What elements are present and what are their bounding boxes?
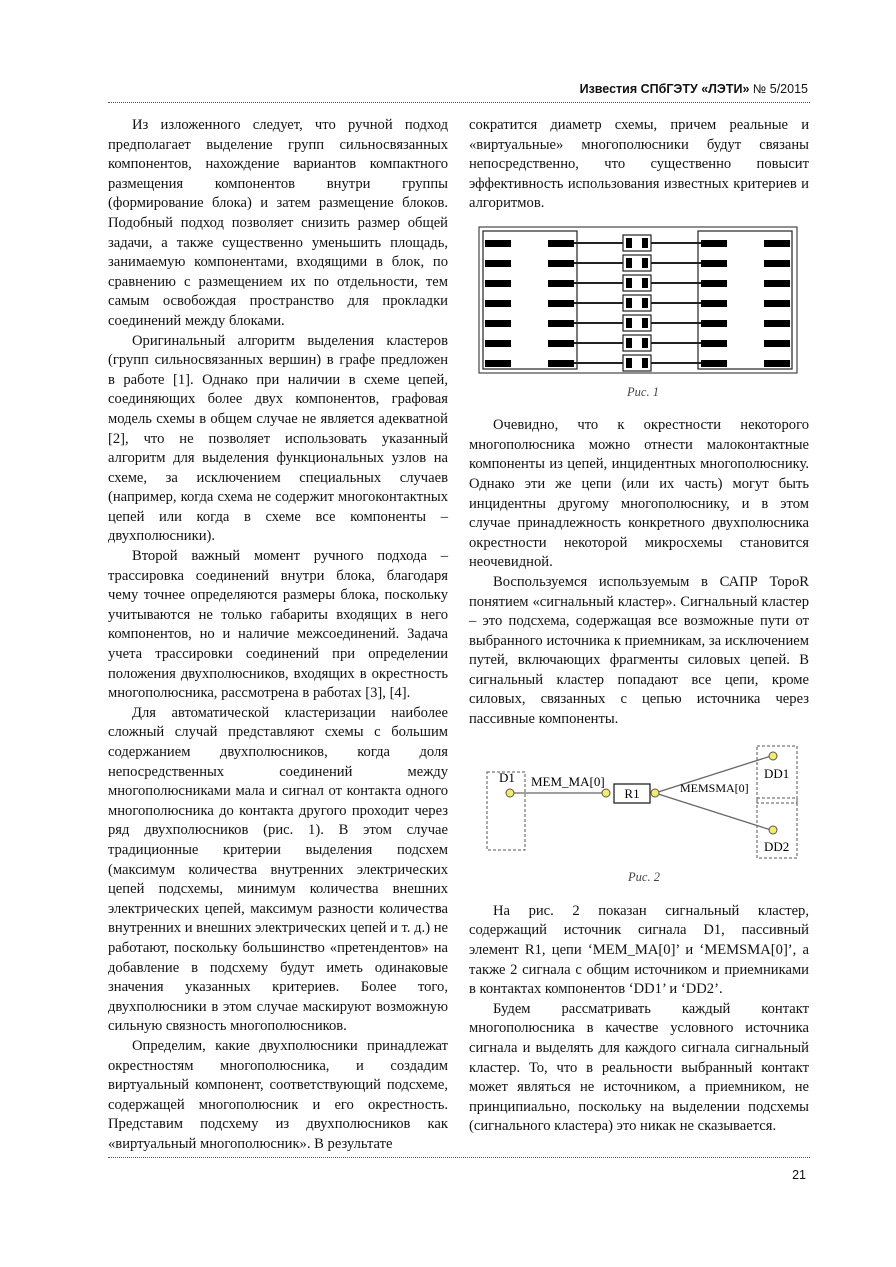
component-pad <box>626 338 632 348</box>
component-pad <box>626 318 632 328</box>
component-pad <box>626 238 632 248</box>
connector-pin <box>701 360 727 367</box>
connector-pin <box>548 300 574 307</box>
connector-pin <box>548 360 574 367</box>
connector-pin <box>485 240 511 247</box>
r1-pin-left <box>602 789 610 797</box>
dd2-label: DD2 <box>764 838 790 854</box>
connector-pin <box>764 360 790 367</box>
figure-2 <box>479 744 809 888</box>
net-memsma-wire-dd2 <box>655 793 771 830</box>
running-header <box>580 82 808 96</box>
component-pad <box>642 298 648 308</box>
connector-pin <box>764 340 790 347</box>
dd1-label: DD1 <box>764 765 790 781</box>
figure-1-caption: Рис. 1 <box>627 384 659 399</box>
component-pad <box>642 238 648 248</box>
component-pad <box>642 318 648 328</box>
journal-title: Известия СПбГЭТУ «ЛЭТИ» <box>579 82 750 96</box>
paragraph: На рис. 2 показан сигнальный кластер, содержащий источник сигнала D1, пассивный элемент R1, цепи ‘MEM_MA[0]’ и ‘MEMSMA[0]’, а также 2 сигнала с общим источником и приемниками в контактах компонентов ‘DD1’ и ‘DD2’. <box>469 902 809 998</box>
connector-pin <box>764 300 790 307</box>
connector-pin <box>764 280 790 287</box>
issue-number: № 5/2015 <box>752 82 808 96</box>
r1-pin-right <box>651 789 659 797</box>
figure-2-diagram <box>479 744 809 862</box>
figure-1 <box>477 225 809 402</box>
connector-pin <box>485 320 511 327</box>
connector-pin <box>764 320 790 327</box>
paragraph: Очевидно, что к окрестности некоторого многополюсника можно отнести малоконтактные компоненты из цепей, инцидентных многополюснику. Однако эти же цепи (или их часть) могут быть инцидентны другому многополюснику, и в этом случае принадлежность конкретного двухполюсника окрестности некоторой микросхемы становится неочевидной. <box>469 417 809 571</box>
connector-pin <box>764 240 790 247</box>
paragraph: Будем рассматривать каждый контакт многополюсника в качестве условного источника сигнала и выделять для каждого сигнала сигнальный кластер. То, что в реальности выбранный контакт может являться не источником, а приемником, не принципиально, поскольку на выделении подсхемы (сигнального кластера) это никак не сказывается. <box>469 1000 809 1135</box>
connector-pin <box>548 280 574 287</box>
component-pad <box>626 298 632 308</box>
dd2-pin <box>769 826 777 834</box>
d1-pin <box>506 789 514 797</box>
net-mem-ma-label: MEM_MA[0] <box>531 773 605 789</box>
left-column <box>108 116 448 1154</box>
figure-1-diagram <box>477 225 799 375</box>
r1-label: R1 <box>624 785 640 801</box>
right-column <box>469 116 809 1137</box>
connector-pin <box>485 340 511 347</box>
connector-pin <box>548 340 574 347</box>
connector-pin <box>548 240 574 247</box>
connector-pin <box>701 320 727 327</box>
component-pad <box>642 358 648 368</box>
connector-pin <box>701 300 727 307</box>
connector-pin <box>764 260 790 267</box>
component-pad <box>642 278 648 288</box>
connector-pin <box>701 340 727 347</box>
connector-pin <box>548 320 574 327</box>
connector-pin <box>485 360 511 367</box>
d1-label: D1 <box>499 769 515 785</box>
connector-pin <box>485 300 511 307</box>
footer-divider <box>108 1157 810 1158</box>
component-pad <box>626 278 632 288</box>
net-memsma-label: MEMSMA[0] <box>680 780 749 795</box>
connector-pin <box>701 240 727 247</box>
paragraph: Для автоматической кластеризации наиболее сложный случай представляют схемы с большим содержанием двухполюсников, когда доля непосредственных соединений между многополюсниками мала и сигнал от контакта одного многополюсника до контакта другого проходит через ряд двухполюсников (рис. 1). В этом случае традиционные критерии выделения подсхем (максимум количества внутренних электрических цепей подсхемы, минимум количества внешних электрических цепей, максимум разности количества внутренних и внешних электрических цепей и т. д.) не работают, поскольку большинство «претендентов» на добавление в подсхему будут иметь одинаковые значения указанных критериев. Более того, двухполюсники в этом случае маскируют возможную сильную связность многополюсников. <box>108 704 448 1035</box>
connector-pin <box>701 260 727 267</box>
paragraph: Воспользуемся используемым в САПР TopoR понятием «сигнальный кластер». Сигнальный кластер – это подсхема, содержащая все возможные пути от выбранного источника к приемникам, за исключением путей, включающих фрагменты силовых цепей. В сигнальный кластер попадают все цепи, кроме силовых, связанных с цепью источника через пассивные компоненты. <box>469 573 809 728</box>
connector-pin <box>485 280 511 287</box>
component-pad <box>642 338 648 348</box>
connector-pin <box>548 260 574 267</box>
dd1-pin <box>769 752 777 760</box>
connector-pin <box>485 260 511 267</box>
paragraph: Из изложенного следует, что ручной подход предполагает выделение групп сильносвязанных компонентов, нахождение вариантов компактного размещения компонентов внутри группы (формирование блока) и затем размещение блоков. Подобный подход позволяет снизить размер общей задачи, а также существенно уменьшить площадь, занимаемую компонентами, входящими в блок, по сравнению с размещением их по отдельности, тем самым освобождая пространство для прокладки соединений между блоками. <box>108 117 448 329</box>
header-divider <box>108 102 810 103</box>
connector-pin <box>701 280 727 287</box>
component-pad <box>626 358 632 368</box>
paragraph: Определим, какие двухполюсники принадлежат окрестностям многополюсника, и создадим виртуальный компонент, соответствующий подсхеме, содержащей многополюсник и его окрестность. Представим подсхему из двухполюсников как «виртуальный многополюсник». В результате <box>108 1037 448 1152</box>
paragraph: Оригинальный алгоритм выделения кластеров (групп сильносвязанных вершин) в графе предложен в работе [1]. Однако при наличии в схеме цепей, соединяющих более двух компонентов, графовая модель схемы в общем случае не является адекватной [2], что не позволяет использовать указанный алгоритм для выделения функциональных узлов на схеме, за исключением специальных случаев (например, когда схема не содержит многоконтактных цепей или когда в схеме все компоненты – двухполюсники). <box>108 332 448 545</box>
page-number: 21 <box>792 1168 806 1182</box>
component-pad <box>642 258 648 268</box>
paragraph: Второй важный момент ручного подхода – трассировка соединений внутри блока, благодаря чему точнее определяются размеры блока, поскольку учитываются не только габариты входящих в него компонентов, но и наличие межсоединений. Задача учета трассировки соединений при определении положения двухполюсников, входящих в окрестность многополюсника, рассмотрена в работах [3], [4]. <box>108 548 448 702</box>
figure-2-caption: Рис. 2 <box>628 870 660 885</box>
component-pad <box>626 258 632 268</box>
paragraph: сократится диаметр схемы, причем реальные и «виртуальные» многополюсники будут связаны непосредственно, что существенно повысит эффективность использования известных критериев и алгоритмов. <box>469 117 809 212</box>
